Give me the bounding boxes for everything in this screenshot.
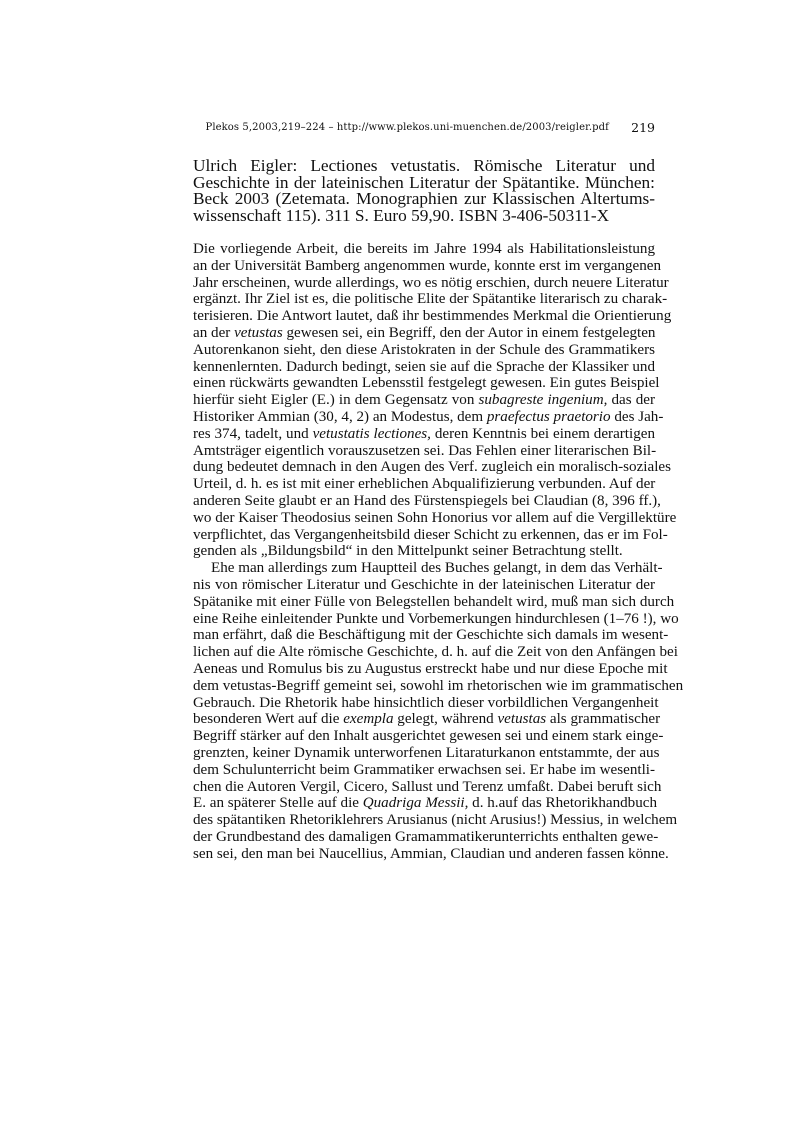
text-run: Spätanike mit einer Fülle von Belegstellen behandelt wird, muß man sich durch: [193, 593, 675, 610]
text-line: [193, 509, 677, 527]
page-number: 219: [631, 120, 655, 135]
text-line: [193, 459, 671, 476]
text-run: wo der Kaiser Theodosius seinen Sohn Honorius vor allem auf die Vergillektüre: [193, 509, 677, 526]
text-line: [193, 744, 660, 762]
text-line: [193, 443, 655, 460]
text-line: [193, 426, 655, 443]
text-line: [193, 627, 669, 644]
text-run: des Jah-: [610, 408, 664, 425]
text-run: Gebrauch. Die Rhetorik habe hinsichtlich dieser vorbildlichen Vergangenheit: [193, 694, 659, 711]
text-line: [193, 593, 675, 611]
italic-term: vetustas: [234, 324, 283, 341]
text-run: eine Reihe einleitender Punkte und Vorbemerkungen hindurchlesen (1–76 !), wo: [193, 610, 679, 627]
text-run: Jahr erscheinen, wurde allerdings, wo es nötig erschien, durch neuere Literatur: [193, 274, 669, 291]
text-line: [193, 694, 659, 712]
text-run: genden als „Bildungsbild“ in den Mittelpunkt seiner Betrachtung stellt.: [193, 543, 623, 560]
italic-term: praefectus praetorio: [486, 408, 611, 425]
text-run: gewesen sei, ein Begriff, den der Autor in einem festgelegten: [282, 324, 656, 341]
text-line: [193, 526, 668, 544]
text-line: [193, 644, 678, 661]
text-line: [193, 728, 664, 745]
text-line: [193, 375, 660, 392]
text-run: deren Kenntnis bei einem derartigen: [430, 425, 655, 442]
text-run: anderen Seite glaubt er an Hand des Fürstenspiegels bei Claudian (8, 396 ff.),: [193, 492, 661, 509]
text-run: als grammatischer: [546, 711, 661, 728]
title-line: Ulrich Eigler: Lectiones vetustatis. Römische Literatur und: [193, 156, 655, 175]
text-run: hierfür sieht Eigler (E.) in dem Gegensatz von: [193, 392, 479, 409]
text-line: [193, 257, 662, 275]
text-line: [193, 795, 658, 812]
text-line: [193, 812, 678, 829]
text-line: [193, 325, 655, 342]
text-line: [193, 291, 668, 308]
review-body: [193, 241, 684, 862]
text-run: grenzten, keiner Dynamik unterworfenen Litaraturkanon entstammte, der aus: [193, 744, 660, 761]
text-line: [193, 359, 655, 376]
text-run: an der: [193, 324, 235, 341]
text-line: [193, 308, 672, 325]
text-run: besonderen Wert auf die: [193, 711, 344, 728]
text-run: sen sei, den man bei Naucellius, Ammian, Claudian und anderen fassen könne.: [193, 845, 669, 862]
paragraph: [193, 241, 677, 560]
text-run: gelegt, während: [393, 711, 498, 728]
text-line: [193, 677, 684, 695]
text-line: [193, 543, 655, 560]
text-run: d. h.auf das Rhetorikhandbuch: [468, 795, 658, 812]
text-run: dem vetustas-Begriff gemeint sei, sowohl im rhetorischen wie im grammatischen: [193, 677, 684, 694]
title-line: Beck 2003 (Zetemata. Monographien zur Klassischen Altertums-: [193, 189, 655, 209]
text-line: [193, 408, 664, 426]
title-line: wissenschaft 115). 311 S. Euro 59,90. ISBN 3-406-50311-X: [193, 205, 610, 225]
text-run: Amtsträger eigentlich vorauszusetzen sei. Das Fehlen einer literarischen Bil-: [193, 442, 657, 459]
review-title: [193, 158, 655, 224]
text-run: Ehe man allerdings zum Hauptteil des Buches gelangt, in dem das Verhält-: [211, 560, 663, 577]
text-line: [193, 762, 655, 779]
italic-term: Quadriga Messii,: [362, 795, 469, 812]
text-run: einen rückwärts gewandten Lebensstil festgelegt gewesen. Ein gutes Beispiel: [193, 375, 660, 392]
text-run: E. an späterer Stelle auf die: [193, 795, 363, 812]
paragraph: [193, 560, 684, 862]
text-run: lichen auf die Alte römische Geschichte, d. h. auf die Zeit von den Anfängen bei: [193, 644, 678, 661]
text-run: verpflichtet, das Vergangenheitsbild dieser Schicht zu erkennen, das er im Fol-: [193, 526, 668, 543]
text-line: [193, 711, 661, 728]
text-line: [193, 241, 655, 258]
text-line: [193, 778, 662, 796]
text-line: [193, 476, 655, 493]
title-line: Geschichte in der lateinischen Literatur der Spätantike. München:: [193, 172, 655, 192]
text-run: Begriff stärker auf den Inhalt ausgerichtet gewesen sei und einem stark einge-: [193, 728, 664, 745]
text-line: [193, 342, 655, 359]
text-line: [193, 828, 659, 846]
text-line: [193, 845, 669, 863]
text-run: res 374, tadelt, und: [193, 425, 313, 442]
italic-term: exempla: [343, 711, 394, 728]
text-run: das der: [607, 392, 655, 409]
text-run: der Grundbestand des damaligen Gramammatikerunterrichts enthalten gewe-: [193, 828, 659, 845]
italic-term: subagreste ingenium,: [478, 392, 608, 409]
running-header: [193, 120, 655, 136]
text-run: kennenlernten. Dadurch bedingt, seien sie auf die Sprache der Klassiker und: [193, 358, 655, 375]
text-run: Historiker Ammian (30, 4, 2) an Modestus, dem: [193, 408, 487, 425]
text-run: man erfährt, daß die Beschäftigung mit der Geschichte sich damals im wesent-: [193, 627, 669, 644]
italic-term: vetustas: [497, 711, 547, 728]
text-run: an der Universität Bamberg angenommen wurde, konnte erst im vergangenen: [193, 257, 662, 274]
italic-term: vetustatis lectiones,: [312, 425, 431, 442]
text-run: des spätantiken Rhetoriklehrers Arusianus (nicht Arusius!) Messius, in welchem: [193, 812, 678, 829]
text-line: [193, 392, 655, 409]
text-run: nis von römischer Literatur und Geschichte in der lateinischen Literatur der: [193, 576, 655, 593]
text-run: ergänzt. Ihr Ziel ist es, die politische Elite der Spätantike literarisch zu charak-: [193, 291, 668, 308]
text-run: dung bedeutet demnach in den Augen des Verf. zugleich ein moralisch-soziales: [193, 459, 671, 476]
text-run: Die vorliegende Arbeit, die bereits im Jahre 1994 als Habilitationsleistung: [193, 241, 655, 257]
text-line: [193, 610, 679, 628]
text-run: Urteil, d. h. es ist mit einer erheblichen Abqualifizierung verbunden. Auf der: [193, 476, 656, 493]
text-run: dem Schulunterricht beim Grammatiker erwachsen sei. Er habe im wesentli-: [193, 761, 655, 778]
text-line: [193, 660, 668, 678]
text-line: [193, 492, 661, 510]
text-line: [193, 274, 669, 292]
text-run: Aeneas und Romulus bis zu Augustus erstreckt habe und nur diese Epoche mit: [193, 660, 668, 677]
text-line: [193, 577, 655, 594]
text-run: chen die Autoren Vergil, Cicero, Sallust und Terenz umfaßt. Dabei beruft sich: [193, 778, 662, 795]
text-line: [193, 560, 663, 577]
running-header-text: Plekos 5,2003,219–224 – http://www.plekos.uni-muenchen.de/2003/reigler.pdf: [205, 122, 609, 133]
text-run: terisieren. Die Antwort lautet, daß ihr bestimmendes Merkmal die Orientierung: [193, 308, 672, 325]
text-run: Autorenkanon sieht, den diese Aristokraten in der Schule des Grammatikers: [193, 341, 655, 358]
